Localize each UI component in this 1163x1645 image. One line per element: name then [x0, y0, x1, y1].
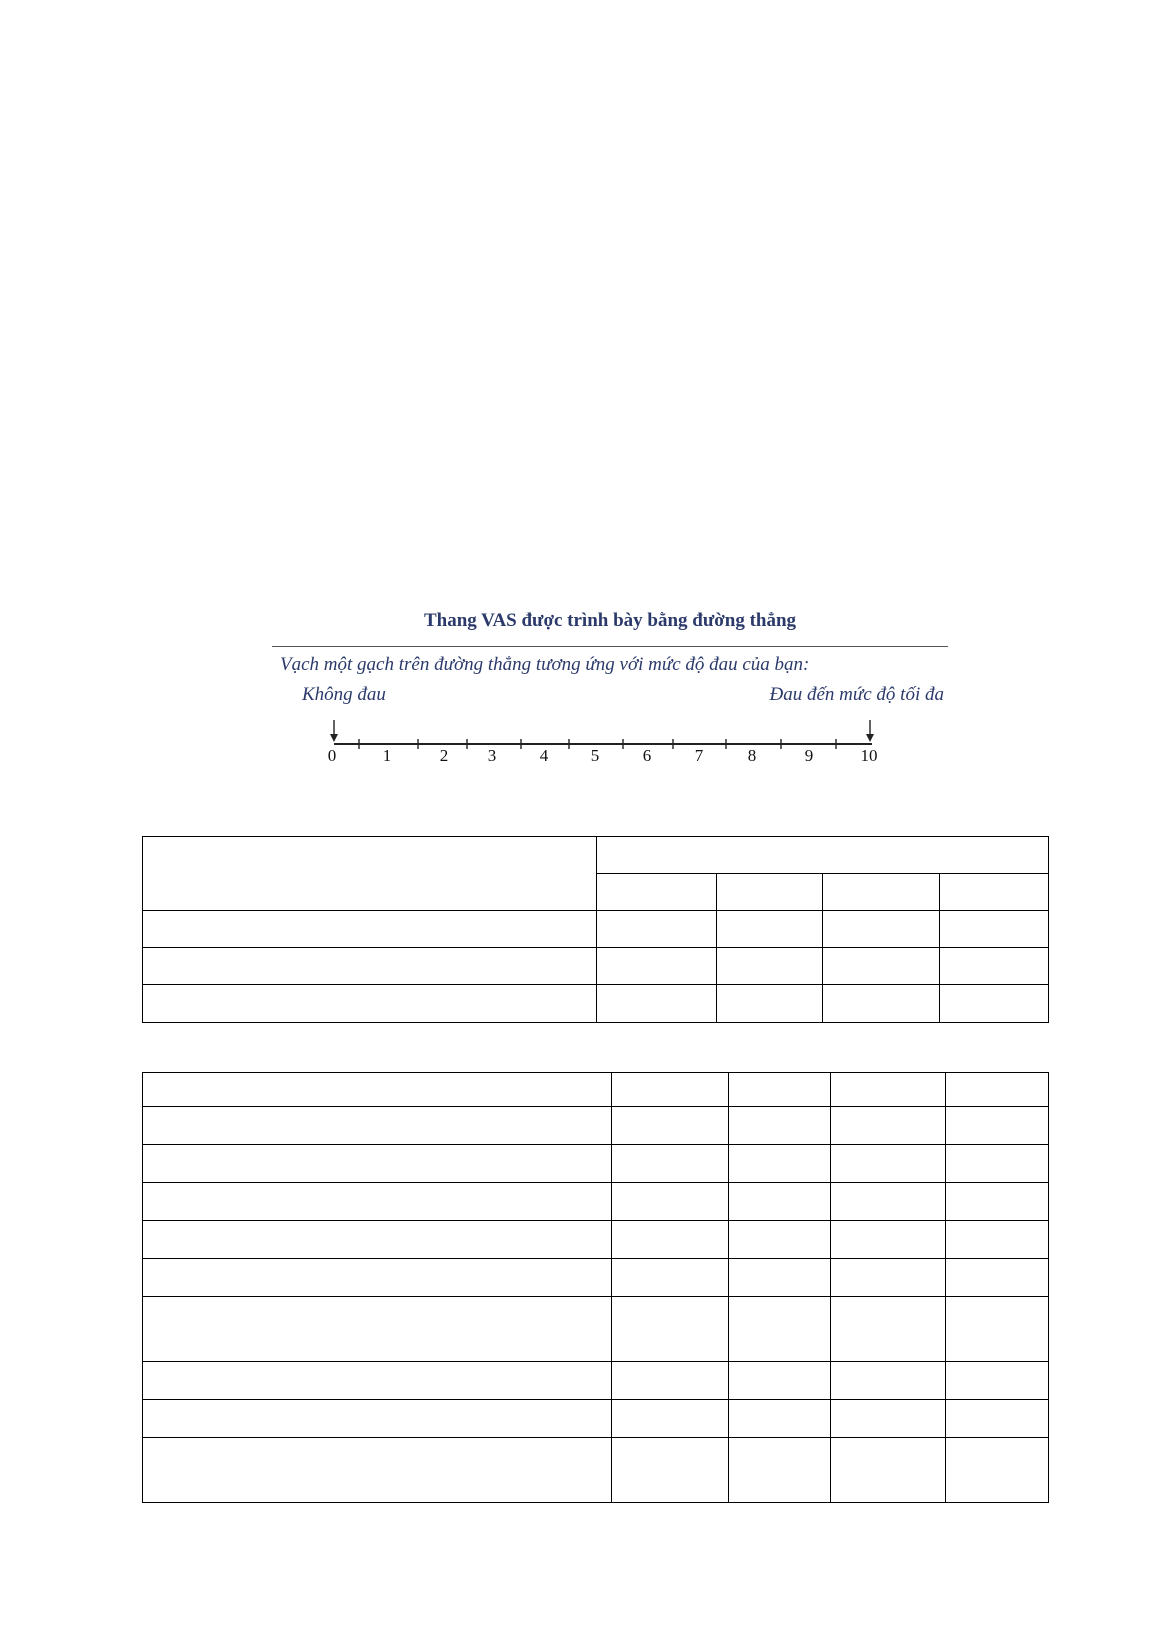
- table-cell: [612, 1259, 729, 1297]
- table1-subheader: [597, 874, 717, 911]
- table-cell: [143, 1297, 612, 1362]
- table-cell: [729, 1362, 831, 1400]
- table-cell: [946, 1297, 1049, 1362]
- table-cell: [946, 1145, 1049, 1183]
- vas-tick-7: 7: [694, 746, 704, 765]
- table-cell: [823, 948, 940, 985]
- table-row: [143, 911, 1049, 948]
- evaluation-table-2: [142, 1072, 1049, 1503]
- table-row: [143, 1107, 1049, 1145]
- table-cell: [729, 1183, 831, 1221]
- table-cell: [729, 1107, 831, 1145]
- right-arrow-icon: [866, 734, 874, 742]
- table-row: [143, 1183, 1049, 1221]
- table-cell: [729, 1221, 831, 1259]
- table-cell: [831, 1221, 946, 1259]
- table-cell: [143, 1438, 612, 1503]
- vas-min-label: Không đau: [302, 684, 386, 705]
- table-cell: [143, 1145, 612, 1183]
- table-cell: [831, 1297, 946, 1362]
- table1-subheader: [823, 874, 940, 911]
- vas-tick-0: 0: [327, 746, 337, 765]
- table-cell: [831, 1259, 946, 1297]
- table-cell: [143, 1183, 612, 1221]
- table-row: [143, 1145, 1049, 1183]
- table-cell: [946, 1107, 1049, 1145]
- table-cell: [143, 948, 597, 985]
- vas-tick-4: 4: [539, 746, 549, 765]
- table-cell: [612, 1183, 729, 1221]
- table-row: [143, 1438, 1049, 1503]
- table-cell: [831, 1438, 946, 1503]
- table1-subheader: [940, 874, 1049, 911]
- table-row: [143, 1362, 1049, 1400]
- table-cell: [946, 1183, 1049, 1221]
- evaluation-table-1: [142, 836, 1049, 1023]
- vas-instruction: Vạch một gạch trên đường thẳng tương ứng với mức độ đau của bạn:: [280, 654, 810, 675]
- table-row: [143, 948, 1049, 985]
- table-cell: [612, 1073, 729, 1107]
- table-cell: [597, 948, 717, 985]
- table-row: [143, 1259, 1049, 1297]
- table-cell: [946, 1400, 1049, 1438]
- table-cell: [143, 911, 597, 948]
- vas-tick-10: 10: [860, 746, 878, 765]
- table-cell: [612, 1297, 729, 1362]
- table-cell: [612, 1400, 729, 1438]
- table-cell: [823, 911, 940, 948]
- vas-tick-5: 5: [590, 746, 600, 765]
- table-cell: [143, 1107, 612, 1145]
- table-cell: [940, 911, 1049, 948]
- table-cell: [729, 1438, 831, 1503]
- table-cell: [831, 1107, 946, 1145]
- table-row: [143, 1400, 1049, 1438]
- table-cell: [946, 1362, 1049, 1400]
- table-cell: [946, 1438, 1049, 1503]
- vas-max-label: Đau đến mức độ tối đa: [769, 684, 944, 705]
- table-row: [143, 1221, 1049, 1259]
- table-cell: [831, 1073, 946, 1107]
- table1-criteria-header: [143, 837, 597, 911]
- table1-subheader: [717, 874, 823, 911]
- vas-tick-3: 3: [487, 746, 497, 765]
- table-cell: [612, 1145, 729, 1183]
- table-cell: [717, 985, 823, 1023]
- table-cell: [940, 948, 1049, 985]
- table-cell: [729, 1259, 831, 1297]
- table-row: [143, 985, 1049, 1023]
- table-cell: [729, 1073, 831, 1107]
- table-cell: [823, 985, 940, 1023]
- table-cell: [831, 1400, 946, 1438]
- table-cell: [729, 1145, 831, 1183]
- left-arrow-icon: [330, 734, 338, 742]
- table-cell: [831, 1183, 946, 1221]
- vas-tick-2: 2: [439, 746, 449, 765]
- table-cell: [597, 911, 717, 948]
- table-cell: [831, 1145, 946, 1183]
- table-cell: [729, 1297, 831, 1362]
- vas-tick-9: 9: [804, 746, 814, 765]
- table-cell: [612, 1107, 729, 1145]
- table-cell: [717, 948, 823, 985]
- vas-scale-figure: [272, 604, 948, 774]
- table2-header-row: [143, 1073, 1049, 1107]
- table-cell: [143, 1362, 612, 1400]
- table-cell: [946, 1259, 1049, 1297]
- vas-scale-title: Thang VAS được trình bày bằng đường thẳng: [423, 610, 797, 631]
- table-cell: [143, 1073, 612, 1107]
- table-cell: [143, 1400, 612, 1438]
- table-cell: [717, 911, 823, 948]
- table-cell: [612, 1221, 729, 1259]
- table-row: [143, 1297, 1049, 1362]
- vas-title-divider: [272, 646, 948, 647]
- table-cell: [143, 985, 597, 1023]
- table1-group-header: [597, 837, 1049, 874]
- table-cell: [612, 1362, 729, 1400]
- table-cell: [940, 985, 1049, 1023]
- table-cell: [831, 1362, 946, 1400]
- vas-tick-6: 6: [642, 746, 652, 765]
- table-cell: [729, 1400, 831, 1438]
- table-cell: [612, 1438, 729, 1503]
- table-cell: [143, 1259, 612, 1297]
- table-cell: [143, 1221, 612, 1259]
- table-cell: [946, 1221, 1049, 1259]
- vas-tick-1: 1: [382, 746, 392, 765]
- vas-tick-8: 8: [747, 746, 757, 765]
- table-cell: [597, 985, 717, 1023]
- table-cell: [946, 1073, 1049, 1107]
